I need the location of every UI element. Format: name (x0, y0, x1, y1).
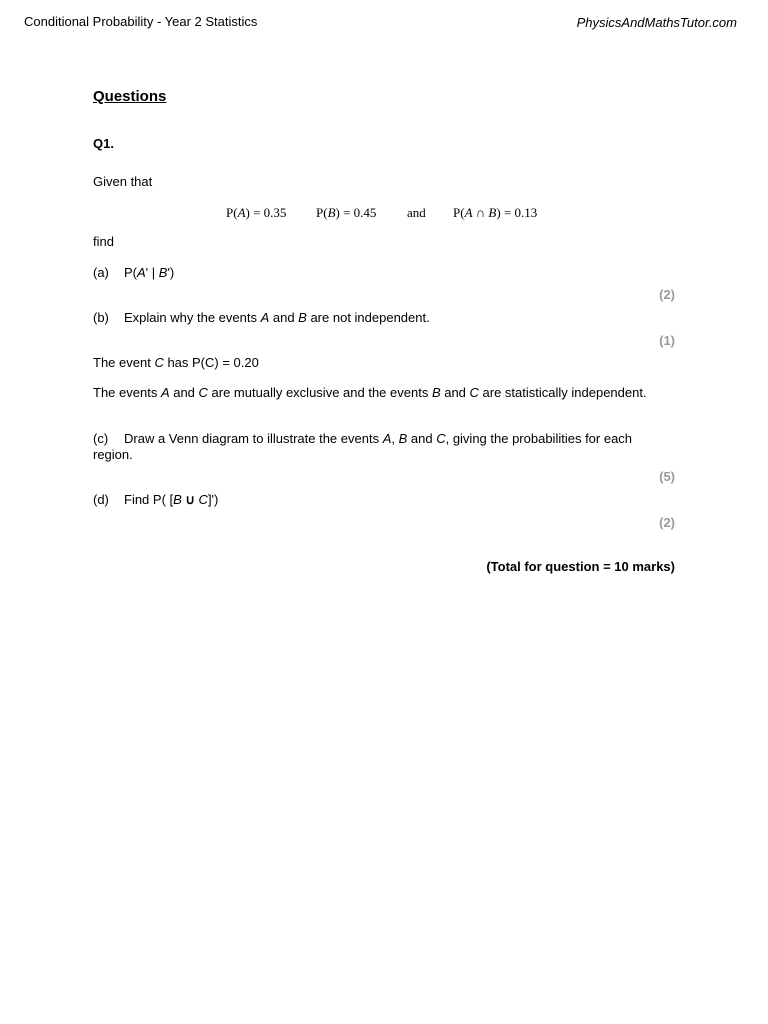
part-d: (d) Find P( [B ∪ C]') (93, 492, 219, 507)
header-site: PhysicsAndMathsTutor.com (576, 15, 737, 30)
find-text: find (93, 234, 114, 249)
exclusive-text: The events A and C are mutually exclusive and the events B and C are statistically independent. (93, 385, 647, 400)
given-intro: Given that (93, 174, 153, 189)
part-c-marks: (5) (659, 469, 675, 484)
part-c-label: (c) (93, 431, 109, 446)
part-b-marks: (1) (659, 333, 675, 348)
event-c-text: The event C has P(C) = 0.20 (93, 355, 259, 370)
part-c: (c) Draw a Venn diagram to illustrate the events A, B and C, giving the probabilities for each region. (93, 431, 633, 462)
formula-pab: P(A ∩ B) = 0.13 (453, 205, 538, 220)
formula-pa: P(A) = 0.35 (226, 205, 287, 220)
part-a-marks: (2) (659, 287, 675, 302)
part-b-label: (b) (93, 310, 109, 325)
part-d-marks: (2) (659, 515, 675, 530)
part-b: (b) Explain why the events A and B are not independent. (93, 310, 430, 325)
question-total: (Total for question = 10 marks) (486, 559, 675, 574)
page-heading: Questions (93, 88, 167, 105)
part-a-label: (a) (93, 265, 109, 280)
part-a: (a) P(A' | B') (93, 265, 175, 280)
formula-and: and (407, 205, 426, 220)
header-title: Conditional Probability - Year 2 Statistics (24, 14, 258, 29)
part-d-label: (d) (93, 492, 109, 507)
formula-pb: P(B) = 0.45 (316, 205, 377, 220)
question-number: Q1. (93, 136, 114, 151)
